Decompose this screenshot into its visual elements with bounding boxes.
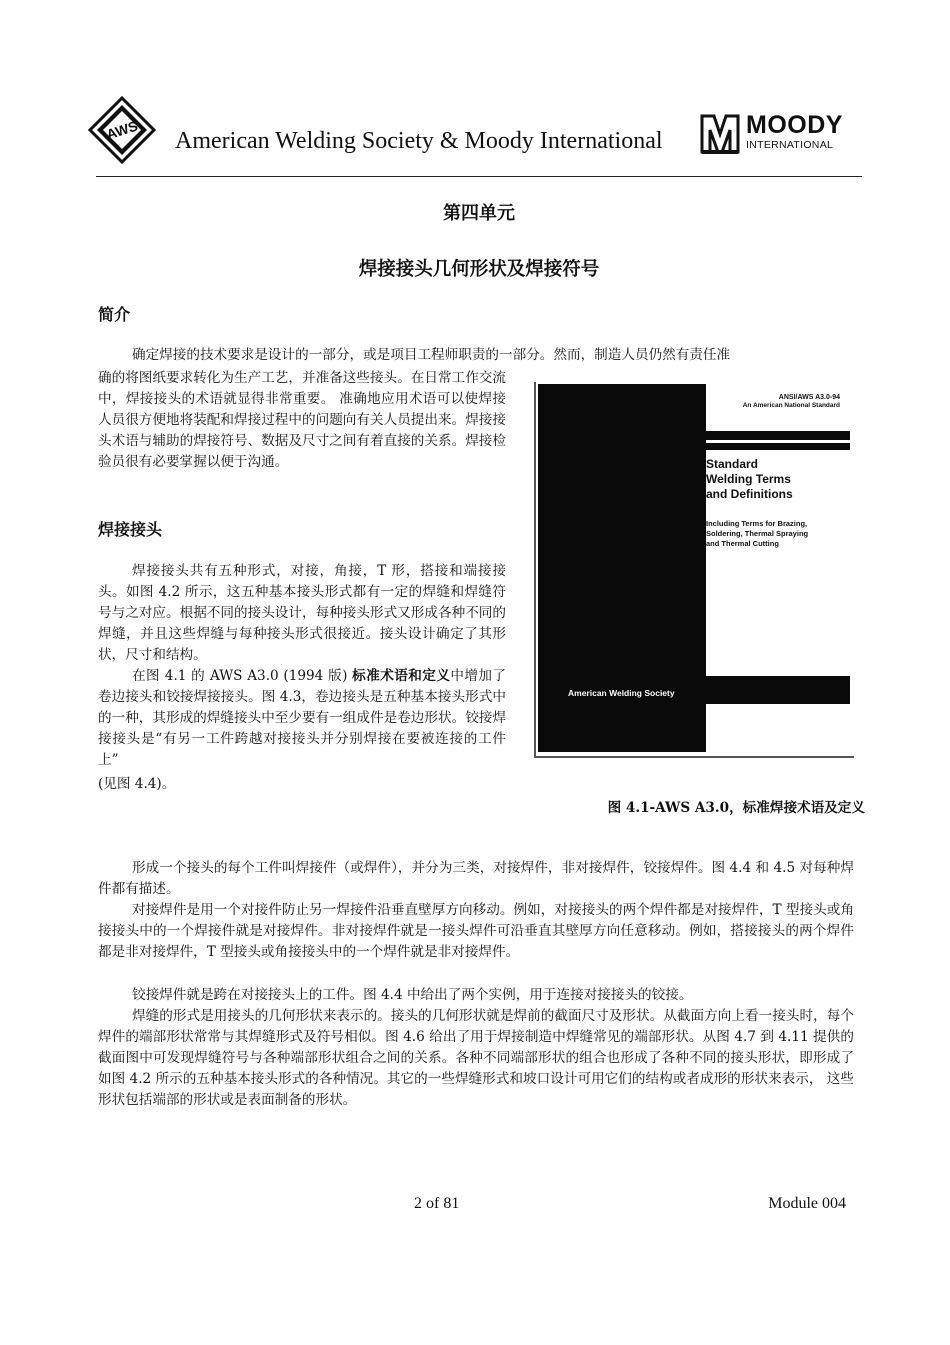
joint-heading: 焊接接头 <box>98 520 163 539</box>
intro-heading: 简介 <box>98 305 131 324</box>
moody-logo-name: MOODY <box>746 111 843 139</box>
cover-standard-desc: An American National Standard <box>742 402 840 409</box>
cover-subtitle-line2: Soldering, Thermal Spraying <box>706 529 809 538</box>
cover-subtitle <box>706 519 808 549</box>
joint-p2-bold: 标准术语和定义 <box>352 668 451 684</box>
members-paragraph-4: 焊缝的形式是用接头的几何形状来表示的。接头的几何形状就是焊前的截面尺寸及形状。从截面方向上看一接头时，每个焊件的端部形状常常与其焊缝形式及符号相似。图 4.6 给出了用于焊接制造中焊缝常见的端部形状。从图 4.7 到 4.11 提供的截面图中可发现焊缝符号与各种端部形状组合之间的关系。各种不同端部形状的组合也形成了各种不同的接头形状，即形成了如图 4.2 所示的五种基本接头形式的各种情况。其它的一些焊缝形式和坡口设计可用它们的结构或者成形的形状来表示， 这些形状包括端部的形状或是表面制备的形状。 <box>98 1008 854 1108</box>
cover-bottom-band <box>706 676 850 704</box>
moody-logo-sub: INTERNATIONAL <box>746 139 834 151</box>
joint-paragraph-2 <box>98 666 506 771</box>
cover-subtitle-line3: and Thermal Cutting <box>706 539 779 548</box>
intro-line1: 确定焊接的技术要求是设计的一部分，或是项目工程师职责的一部分。然而，制造人员仍然有责任准 <box>132 347 731 363</box>
cover-title-line2: Welding Terms <box>706 472 791 486</box>
unit-heading: 第四单元 <box>443 203 515 224</box>
cover-standard-id: ANSI/AWS A3.0-94 <box>778 394 840 401</box>
module-label: Module 004 <box>768 1195 846 1212</box>
aws-logo-text: AWS <box>104 117 140 143</box>
joint-p2-post: 中增加了卷边接头和铰接焊接接头。图 4.3，卷边接头是五种基本接头形式中的一种，其形成的焊缝接头中至少要有一组成件是卷边形状。铰接焊接接头是“有另一工件跨越对接接头并分别焊接在要被连接的工件上” <box>98 668 507 768</box>
header-rule <box>96 176 862 177</box>
chapter-title: 焊接接头几何形状及焊接符号 <box>358 259 600 280</box>
moody-logo <box>700 111 843 156</box>
cover-publisher: American Welding Society <box>568 688 675 698</box>
cover-subtitle-line1: Including Terms for Brazing, <box>706 519 808 528</box>
joint-p2-pre: 在图 4.1 的 AWS A3.0 (1994 版) <box>132 668 353 684</box>
figure-caption: 图 4.1-AWS A3.0，标准焊接术语及定义 <box>607 800 865 816</box>
aws-logo <box>88 96 156 164</box>
joint-p2-end: (见图 4.4)。 <box>98 776 176 792</box>
figure-cover <box>538 384 850 752</box>
cover-title-line1: Standard <box>706 457 759 471</box>
cover-bar-1 <box>706 431 850 440</box>
page-number: 2 of 81 <box>414 1195 460 1212</box>
members-paragraph-3: 铰接焊件就是跨在对接接头上的工件。图 4.4 中给出了两个实例，用于连接对接接头的铰接。 <box>132 987 693 1003</box>
cover-title <box>706 457 793 502</box>
members-paragraph-2: 对接焊件是用一个对接件防止另一焊接件沿垂直壁厚方向移动。例如，对接接头的两个焊件都是对接焊件，T 型接头或角接接头中的一个焊接件就是对接焊件。非对接焊件就是一接头焊件可沿垂直其壁厚方向任意移动。例如，搭接接头的两个焊件都是非对接焊件，T 型接头或角接接头中的一个焊件就是非对接焊件。 <box>98 902 854 960</box>
members-paragraph-1: 形成一个接头的每个工件叫焊接件（或焊件），并分为三类，对接焊件，非对接焊件，铰接焊件。图 4.4 和 4.5 对每种焊件都有描述。 <box>98 860 854 897</box>
cover-bar-2 <box>706 443 850 450</box>
intro-rest: 确的将图纸要求转化为生产工艺，并准备这些接头。在日常工作交流中，焊接接头的术语就显得非常重要。 准确地应用术语可以使焊接人员很方便地将装配和焊接过程中的问题向有关人员提出来。焊接接头术语与辅助的焊接符号、数据及尺寸之间有着直接的关系。焊接检验员很有必要掌握以便于沟通。 <box>98 370 506 470</box>
cover-title-line3: and Definitions <box>706 487 793 501</box>
joint-paragraph-1: 焊接接头共有五种形式，对接，角接，T 形，搭接和端接接头。如图 4.2 所示，这五种基本接头形式都有一定的焊缝和焊缝符号与之对应。根据不同的接头设计，每种接头形式又形成各种不同的焊缝，并且这些焊缝与每种接头形式很接近。接头设计确定了其形状，尺寸和结构。 <box>98 563 506 663</box>
header-title: American Welding Society & Moody International <box>175 128 663 154</box>
